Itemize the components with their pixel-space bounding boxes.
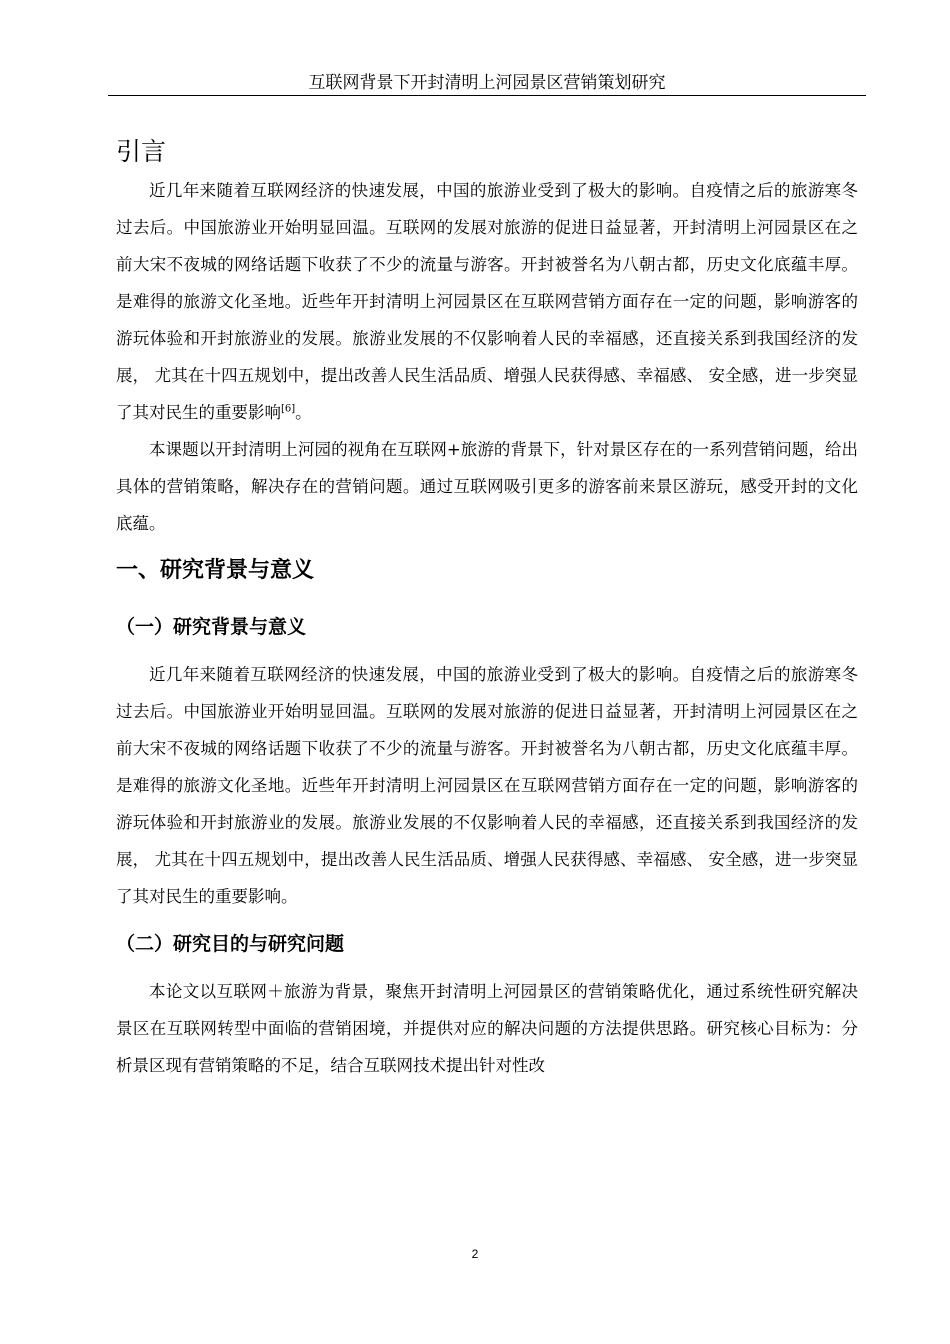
intro-paragraph-1 (116, 172, 858, 431)
intro-heading: 引言 (116, 137, 167, 166)
intro-paragraph-1-end: 。 (295, 403, 312, 422)
running-header: 互联网背景下开封清明上河园景区营销策划研究 (108, 72, 866, 96)
subsection-2-paragraph: 本论文以互联网＋旅游为背景，聚焦开封清明上河园景区的营销策略优化，通过系统性研究解决景区在互联网转型中面临的营销困境，并提供对应的解决问题的方法提供思路。研究核心目标为：分析景区现有营销策略的不足，结合互联网技术提出针对性改 (116, 982, 858, 1075)
page-body (116, 132, 858, 1084)
subsection-1-paragraph: 近几年来随着互联网经济的快速发展，中国的旅游业受到了极大的影响。自疫情之后的旅游寒冬过去后。中国旅游业开始明显回温。互联网的发展对旅游的促进日益显著，开封清明上河园景区在之前大宋不夜城的网络话题下收获了不少的流量与游客。开封被誉名为八朝古都，历史文化底蕴丰厚。是难得的旅游文化圣地。近些年开封清明上河园景区在互联网营销方面存在一定的问题，影响游客的游玩体验和开封旅游业的发展。旅游业发展的不仅影响着人民的幸福感，还直接关系到我国经济的发展， 尤其在十四五规划中，提出改善人民生活品质、增强人民获得感、幸福感、 安全感，进一步突显了其对民生的重要影响。 (116, 665, 858, 906)
section-1-heading: 一、研究背景与意义 (116, 558, 315, 583)
intro-paragraph-2: 本课题以开封清明上河园的视角在互联网+旅游的背景下，针对景区存在的一系列营销问题，给出具体的营销策略，解决存在的营销问题。通过互联网吸引更多的游客前来景区游玩，感受开封的文化底蕴。 (116, 440, 858, 533)
citation-marker[interactable]: [6] (281, 403, 296, 415)
subsection-2-heading: （二）研究目的与研究问题 (116, 933, 345, 955)
subsection-1-heading: （一）研究背景与意义 (116, 616, 307, 638)
page-number: 2 (471, 1247, 479, 1261)
intro-paragraph-1-text: 近几年来随着互联网经济的快速发展，中国的旅游业受到了极大的影响。自疫情之后的旅游寒冬过去后。中国旅游业开始明显回温。互联网的发展对旅游的促进日益显著，开封清明上河园景区在之前大宋不夜城的网络话题下收获了不少的流量与游客。开封被誉名为八朝古都，历史文化底蕴丰厚。是难得的旅游文化圣地。近些年开封清明上河园景区在互联网营销方面存在一定的问题，影响游客的游玩体验和开封旅游业的发展。旅游业发展的不仅影响着人民的幸福感，还直接关系到我国经济的发展， 尤其在十四五规划中，提出改善人民生活品质、增强人民获得感、幸福感、 安全感，进一步突显了其对民生的重要影响 (116, 181, 858, 422)
